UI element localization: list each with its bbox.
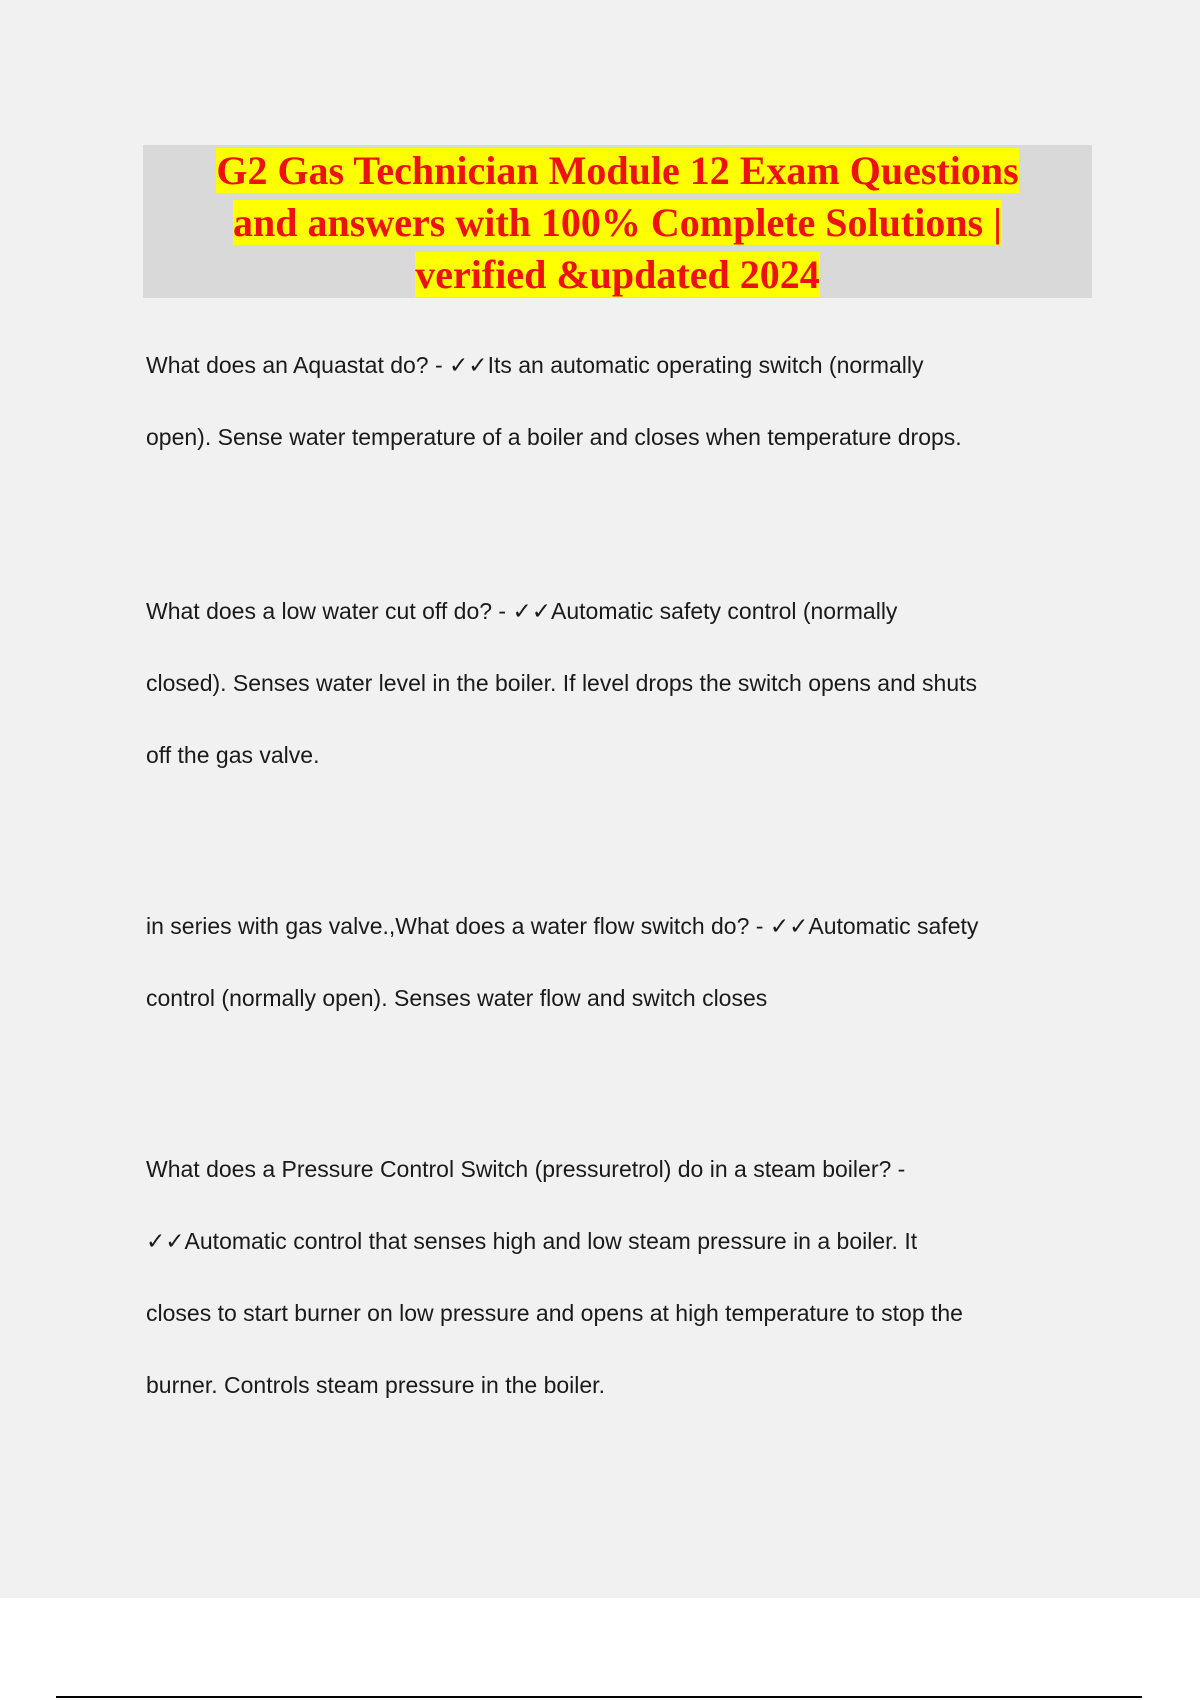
qa-line: What does a low water cut off do? - ✓✓Automatic safety control (normally — [146, 598, 898, 624]
qa-line: closed). Senses water level in the boiler. If level drops the switch opens and shuts — [146, 670, 978, 696]
qa-entry-low-water-cutoff — [146, 575, 1096, 791]
qa-line: open). Sense water temperature of a boiler and closes when temperature drops. — [146, 424, 962, 450]
page-divider — [56, 1696, 1142, 1698]
qa-entry-water-flow-switch — [146, 890, 1096, 1034]
document-title — [143, 145, 1092, 301]
qa-line: burner. Controls steam pressure in the boiler. — [146, 1372, 605, 1398]
title-line: G2 Gas Technician Module 12 Exam Questions — [216, 148, 1019, 193]
title-line: verified &updated 2024 — [415, 252, 820, 297]
qa-entry-pressure-control — [146, 1133, 1096, 1421]
qa-line: off the gas valve. — [146, 742, 320, 768]
qa-line: closes to start burner on low pressure and opens at high temperature to stop the — [146, 1300, 963, 1326]
qa-entry-aquastat — [146, 329, 1096, 473]
title-line: and answers with 100% Complete Solutions | — [233, 200, 1002, 245]
qa-line: control (normally open). Senses water flow and switch closes — [146, 985, 768, 1011]
qa-line: What does a Pressure Control Switch (pressuretrol) do in a steam boiler? - — [146, 1156, 906, 1182]
qa-line: ✓✓Automatic control that senses high and low steam pressure in a boiler. It — [146, 1228, 918, 1254]
qa-line: What does an Aquastat do? - ✓✓Its an automatic operating switch (normally — [146, 352, 924, 378]
qa-line: in series with gas valve.,What does a water flow switch do? - ✓✓Automatic safety — [146, 913, 979, 939]
